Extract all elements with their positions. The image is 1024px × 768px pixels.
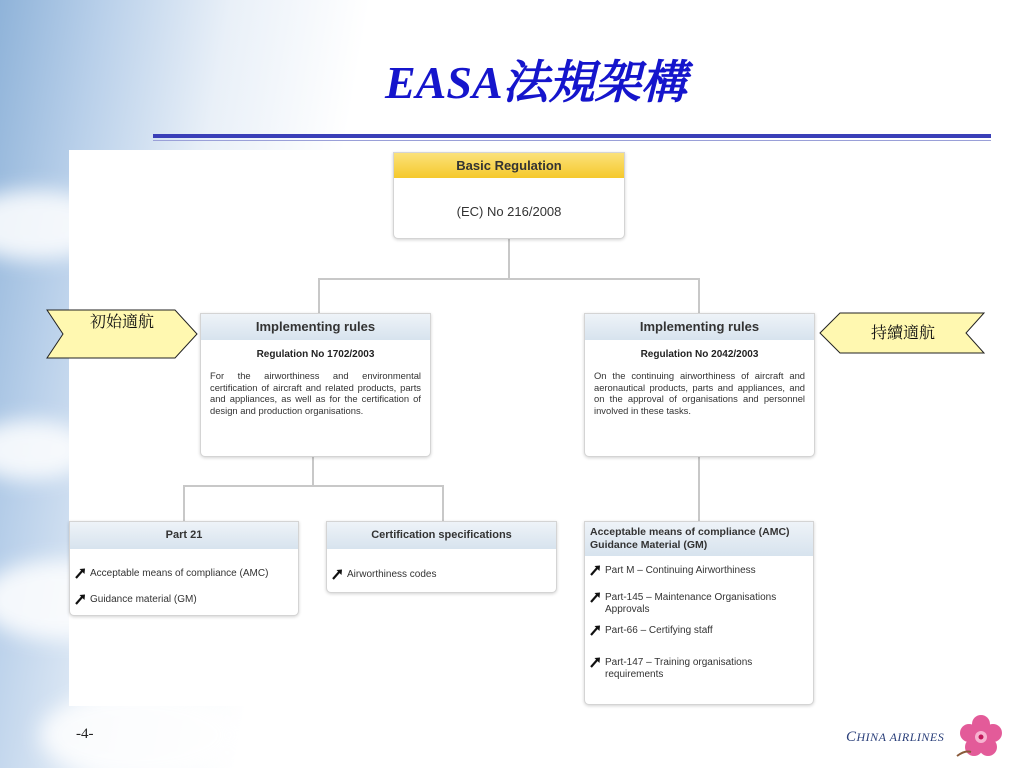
connector-line <box>698 456 700 521</box>
list-item <box>585 657 813 681</box>
slide-title: EASA法規架構 <box>385 57 687 108</box>
title-underline-thin <box>153 140 991 141</box>
callout-continuing-airworthiness <box>819 312 985 354</box>
callout-initial-airworthiness <box>46 309 198 359</box>
arrow-icon <box>589 591 602 604</box>
slide-number: -4- <box>76 726 94 742</box>
basic-regulation-box <box>393 152 625 239</box>
connector-line <box>312 456 314 486</box>
certification-specifications-box <box>326 521 557 593</box>
connector-line <box>442 485 444 521</box>
logo-text-initial: C <box>846 729 857 745</box>
basic-regulation-header: Basic Regulation <box>394 153 624 178</box>
implementing-rules-left-description: For the airworthiness and environmental certification of aircraft and related products, parts and appliances, as well as for the certification of design and production organisations. <box>210 370 421 416</box>
arrow-icon <box>589 564 602 577</box>
arrow-icon <box>589 624 602 637</box>
list-item-label: Part M – Continuing Airworthiness <box>605 565 756 576</box>
list-item <box>585 625 813 637</box>
callout-right-text: 持續適航 <box>870 323 935 342</box>
implementing-rules-right-box <box>584 313 815 457</box>
list-item <box>585 565 813 577</box>
connector-line <box>508 238 510 279</box>
logo-text-rest: HINA AIRLINES <box>856 730 945 744</box>
connector-line <box>698 278 700 313</box>
basic-regulation-number: (EC) No 216/2008 <box>456 204 562 219</box>
list-item <box>70 594 298 606</box>
list-item-label: Part-145 – Maintenance Organisations Approvals <box>605 592 777 615</box>
callout-left-text: 初始適航 <box>89 312 154 331</box>
implementing-rules-right-subtitle: Regulation No 2042/2003 <box>640 349 759 360</box>
list-item <box>70 568 298 580</box>
implementing-rules-left-box <box>200 313 431 457</box>
list-item <box>585 592 813 616</box>
list-item-label: Airworthiness codes <box>347 569 437 580</box>
title-underline <box>153 134 991 138</box>
diagram-panel <box>69 150 831 706</box>
connector-line <box>318 278 700 280</box>
implementing-rules-left-subtitle: Regulation No 1702/2003 <box>256 349 375 360</box>
implementing-rules-left-header: Implementing rules <box>201 314 430 340</box>
connector-line <box>318 278 320 313</box>
arrow-icon <box>74 593 87 606</box>
part21-header: Part 21 <box>70 522 298 549</box>
list-item-label: Part-147 – Training organisations requirements <box>605 657 753 680</box>
plum-blossom-icon <box>955 712 1007 760</box>
list-item-label: Part-66 – Certifying staff <box>605 625 713 636</box>
arrow-icon <box>74 567 87 580</box>
implementing-rules-right-header: Implementing rules <box>585 314 814 340</box>
connector-line <box>183 485 185 521</box>
certification-specifications-header: Certification specifications <box>327 522 556 549</box>
amc-gm-header-line2: Guidance Material (GM) <box>590 539 708 551</box>
amc-gm-header-line1: Acceptable means of compliance (AMC) <box>590 526 790 538</box>
china-airlines-logo-text <box>846 729 944 746</box>
list-item-label: Guidance material (GM) <box>90 594 197 605</box>
implementing-rules-right-description: On the continuing airworthiness of aircraft and aeronautical products, parts and appliances, and on the approval of organisations and personnel involved in these tasks. <box>594 370 805 416</box>
amc-gm-box <box>584 521 814 705</box>
list-item <box>327 569 556 581</box>
amc-gm-header <box>585 522 813 556</box>
part21-box <box>69 521 299 616</box>
arrow-icon <box>331 568 344 581</box>
connector-line <box>183 485 444 487</box>
arrow-icon <box>589 656 602 669</box>
list-item-label: Acceptable means of compliance (AMC) <box>90 568 269 579</box>
